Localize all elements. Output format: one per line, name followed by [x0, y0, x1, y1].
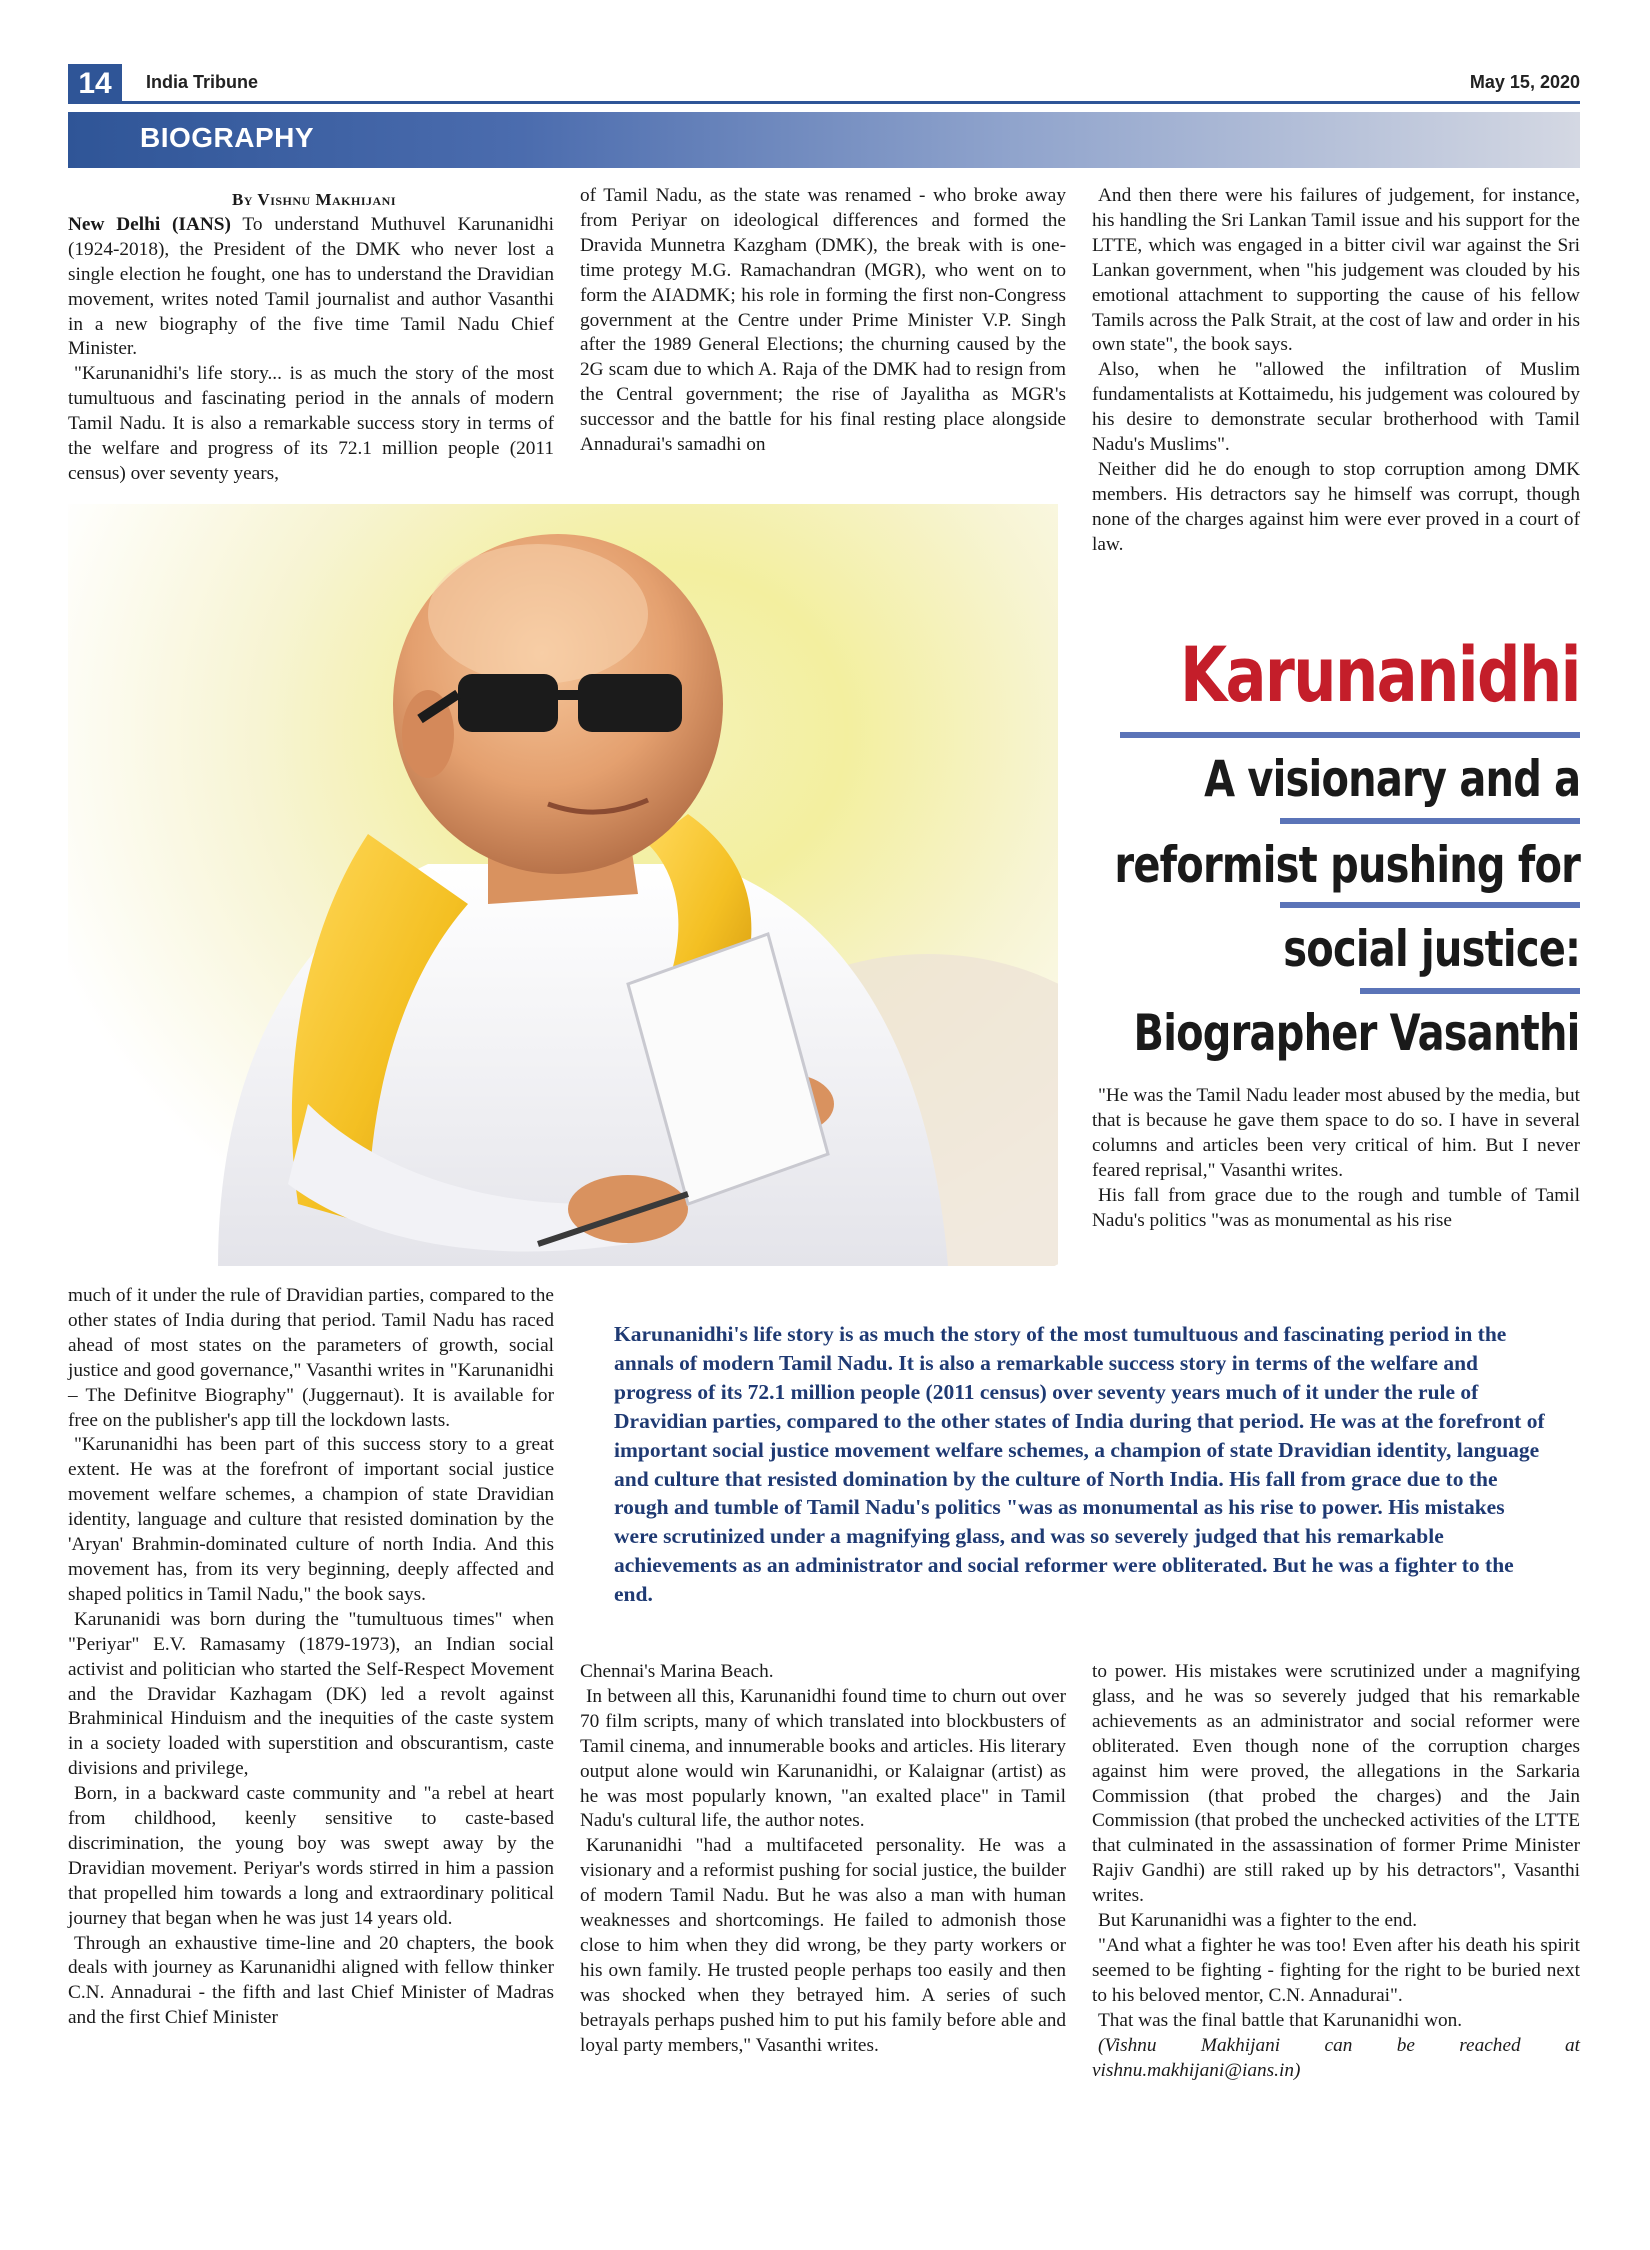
article-column-1-top	[68, 188, 554, 487]
byline: By Vishnu Makhijani	[231, 190, 397, 209]
article-column-2-bottom	[580, 1660, 1066, 2059]
section-title: BIOGRAPHY	[140, 122, 315, 153]
article-column-1-bottom	[68, 1284, 554, 2031]
article-paragraph: Neither did he do enough to stop corruption among DMK members. His detractors say he himself was corrupt, though none of the charges against him were ever proved in a court of law.	[1092, 458, 1580, 555]
article-paragraph: Through an exhaustive time-line and 20 chapters, the book deals with journey as Karunanidhi aligned with fellow thinker C.N. Annadurai - the fifth and last Chief Minister of Madras and the first Chief Minister	[68, 1932, 554, 2029]
article-paragraph: of Tamil Nadu, as the state was renamed - who broke away from Periyar on ideological differences and formed the Dravida Munnetra Kazgham (DMK), the break with is one-time protegy M.G. Ramachandran (MGR), who went on to form the AIADMK; his role in forming the first non-Congress government at the Centre under Prime Minister V.P. Singh after the 1989 General Elections; the churning caused by the 2G scam due to which A. Raja of the DMK had to resign from the Central government; the rise of Jayalitha as MGR's successor and the battle for his final resting place alongside Annadurai's samadhi on	[580, 185, 1066, 456]
page-header	[68, 64, 1580, 104]
section-banner	[68, 112, 1580, 168]
page-number: 14	[68, 64, 122, 104]
article-column-3-bottom	[1092, 1660, 1580, 2083]
headline-line-1: A visionary and a	[1203, 750, 1580, 808]
article-paragraph	[68, 213, 554, 362]
headline-line-3: social justice:	[1282, 920, 1580, 978]
article-paragraph: That was the final battle that Karunanidhi won.	[1098, 2009, 1463, 2031]
article-text: To understand Muthuvel Karunanidhi (1924-2018), the President of the DMK who never lost a single election he fought, one has to understand the Dravidian movement, writes noted Tamil journalist and author Vasanthi in a new biography of the five time Tamil Nadu Chief Minister.	[68, 213, 554, 360]
author-contact: (Vishnu Makhijani can be reached at vishnu.makhijani@ians.in)	[1092, 2034, 1580, 2081]
headline-rule	[1280, 818, 1580, 824]
article-column-3-mid	[1092, 1084, 1580, 1233]
article-paragraph: Born, in a backward caste community and "a rebel at heart from childhood, keenly sensitive to caste-based discrimination, the young boy was swept away by the Dravidian movement. Periyar's words stirred in him a passion that propelled him towards a long and extraordinary political journey that began when he was just 14 years old.	[68, 1783, 554, 1929]
issue-date: May 15, 2020	[1469, 72, 1580, 92]
article-column-2-top	[580, 184, 1066, 458]
article-paragraph: "Karunanidhi has been part of this success story to a great extent. He was at the forefront of important social justice movement welfare schemes, a champion of state Dravidian identity, language and culture that resisted domination by the 'Aryan' Brahmin-dominated culture of north India. And this movement has, from its very beginning, deeply affected and shaped politics in Tamil Nadu," the book says.	[68, 1434, 554, 1605]
article-paragraph: Also, when he "allowed the infiltration of Muslim fundamentalists at Kottaimedu, his judgement was coloured by his desire to demonstrate secular brotherhood with Tamil Nadu's Muslims".	[1092, 359, 1580, 456]
article-paragraph: much of it under the rule of Dravidian parties, compared to the other states of India during that period. Tamil Nadu has raced ahead of most states on the parameters of growth, social justice and good governance," Vasanthi writes in "Karunanidhi – The Definitve Biography" (Juggernaut). It is available for free on the publisher's app till the lockdown lasts.	[68, 1285, 554, 1431]
article-paragraph: In between all this, Karunanidhi found time to churn out over 70 film scripts, many of which translated into blockbusters of Tamil cinema, and innumerable books and articles. His literary output alone would win Karunanidhi, or Kalaignar (artist) as he was most popularly known, "an exalted place" in Tamil Nadu's cultural life, the author notes.	[580, 1685, 1066, 1832]
dateline: New Delhi (IANS)	[68, 213, 231, 235]
pull-quote: Karunanidhi's life story is as much the story of the most tumultuous and fascinating period in the annals of modern Tamil Nadu. It is also a remarkable success story in terms of the welfare and progress of its 72.1 million people (2011 census) over seventy years much of it under the rule of Dravidian parties, compared to the other states of India during that period. He was at the forefront of important social justice movement welfare schemes, a champion of state Dravidian identity, language and culture that resisted domination by the culture of North India. His fall from grace due to the rough and tumble of Tamil Nadu's politics "was as monumental as his rise to power. His mistakes were scrutinized under a magnifying glass, and was so severely judged that his remarkable achievements as an administrator and social reformer were obliterated. But he was a fighter to the end.	[614, 1322, 1545, 1607]
article-paragraph: But Karunanidhi was a fighter to the end.	[1098, 1910, 1418, 1932]
article-paragraph: And then there were his failures of judgement, for instance, his handling the Sri Lankan Tamil issue and his support for the LTTE, which was engaged in a bitter civil war against the Sri Lankan government, when "his judgement was clouded by his emotional attachment to supporting the cause of his fellow Tamils across the Palk Strait, at the cost of law and order in his own state", the book says.	[1092, 185, 1580, 356]
article-column-3-top	[1092, 184, 1580, 558]
header-rule	[122, 101, 1580, 104]
portrait-illustration	[68, 504, 1058, 1266]
publication-name: India Tribune	[146, 72, 259, 92]
article-paragraph: "He was the Tamil Nadu leader most abused by the media, but that is because he gave them space to do so. I have in several columns and articles been very critical of him. But I never feared reprisal," Vasanthi writes.	[1092, 1085, 1580, 1181]
article-paragraph: "And what a fighter he was too! Even after his death his spirit seemed to be fighting - fighting for the right to be buried next to his beloved mentor, C.N. Annadurai".	[1092, 1934, 1580, 2006]
headline-line-2: reformist pushing for	[1114, 836, 1580, 894]
article-paragraph: Chennai's Marina Beach.	[580, 1661, 774, 1682]
article-paragraph: Karunanidhi "had a multifaceted personality. He was a visionary and a reformist pushing for social justice, the builder of modern Tamil Nadu. But he was also a man with human weaknesses and shortcomings. He failed to admonish those close to him when they did wrong, be they party workers or his own family. He trusted people perhaps too easily and then was shocked when they betrayed him. A series of such betrayals perhaps pushed him to put his family before able and loyal party members," Vasanthi writes.	[580, 1835, 1066, 2056]
portrait-photo	[68, 504, 1058, 1266]
article-paragraph: His fall from grace due to the rough and tumble of Tamil Nadu's politics "was as monumental as his rise	[1092, 1184, 1580, 1231]
headline-rule	[1120, 732, 1580, 738]
headline-main: Karunanidhi	[1180, 630, 1580, 719]
article-paragraph: "Karunanidhi's life story... is as much the story of the most tumultuous and fascinating period in the annals of modern Tamil Nadu. It is also a remarkable success story in terms of the welfare and progress of its 72.1 million people (2011 census) over seventy years,	[68, 363, 554, 484]
headline-line-4: Biographer Vasanthi	[1133, 1004, 1580, 1062]
article-paragraph: Karunanidi was born during the "tumultuous times" when "Periyar" E.V. Ramasamy (1879-1973), an Indian social activist and politician who started the Self-Respect Movement and the Dravidar Kazhagam (DK) led a revolt against Brahminical Hinduism and the inequities of the caste system in a society loaded with superstition and obscurantism, caste divisions and privilege,	[68, 1608, 554, 1780]
headline-rule	[1360, 988, 1580, 994]
headline-rule	[1280, 902, 1580, 908]
article-paragraph: to power. His mistakes were scrutinized under a magnifying glass, and he was so severely judged that his remarkable achievements as an administrator and social reformer were obliterated. Even though none of the corruption charges against him were proved, the allegations in the Sarkaria Commission (that probed the charges) and the Jain Commission (that probed the unchecked activities of the LTTE that culminated in the assassination of former Prime Minister Rajiv Gandhi) are still raked up by his detractors", Vasanthi writes.	[1092, 1661, 1580, 1907]
